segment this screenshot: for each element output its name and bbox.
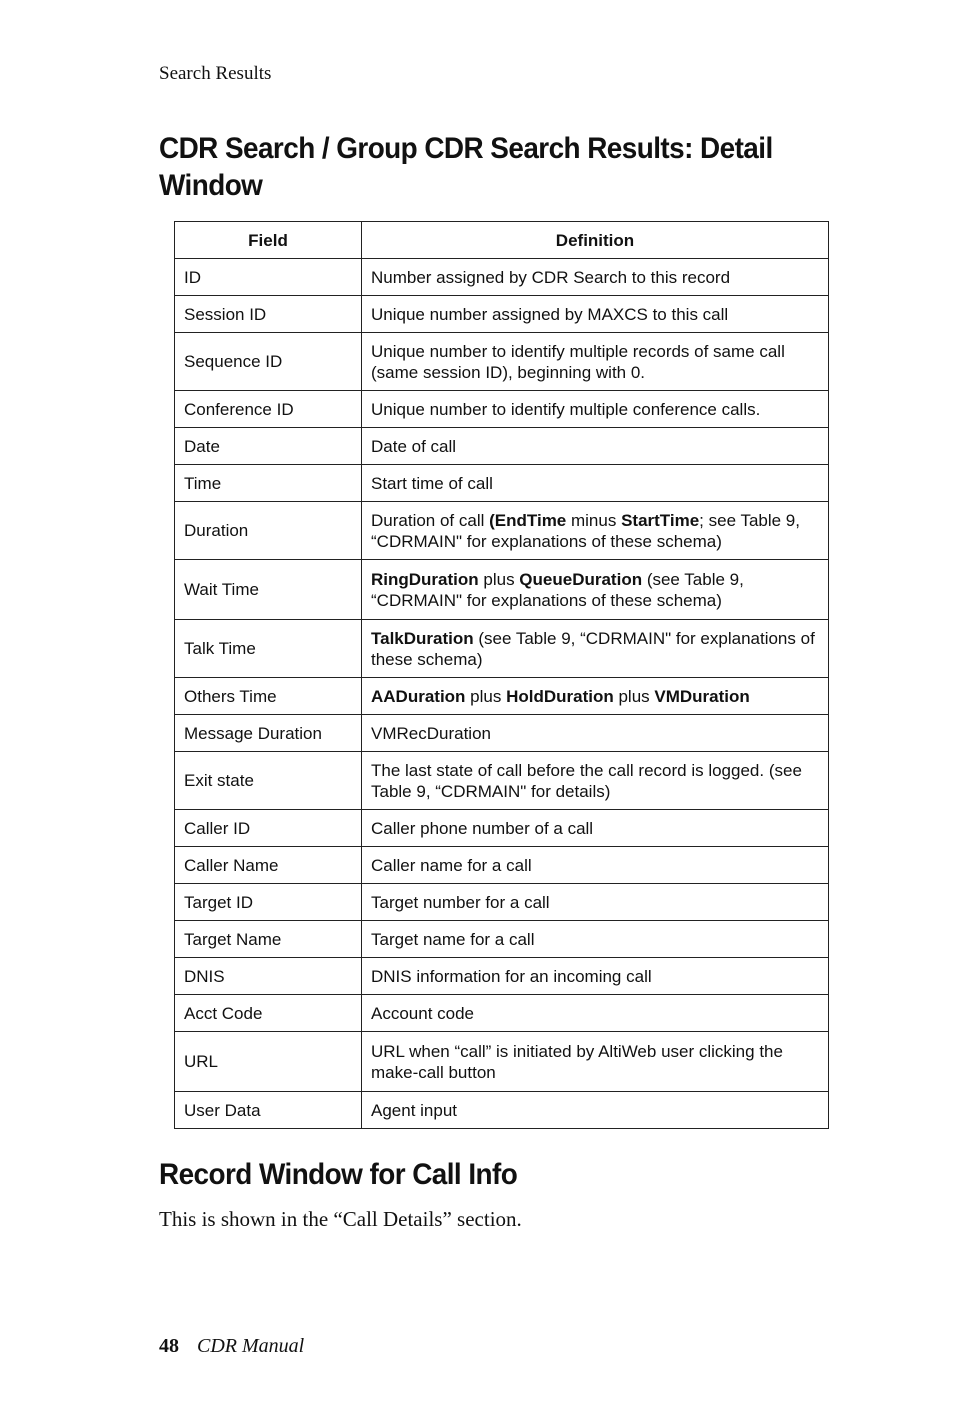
definition-bold-term: VMDuration <box>654 686 750 706</box>
definition-text: Unique number to identify multiple conference calls. <box>371 399 761 419</box>
definition-cell <box>362 620 829 678</box>
definition-cell <box>362 958 829 995</box>
definition-cell <box>362 391 829 428</box>
field-cell: User Data <box>175 1092 362 1129</box>
definition-cell <box>362 884 829 921</box>
definition-text: Date of call <box>371 436 457 456</box>
definition-text: minus <box>566 510 622 530</box>
section-title: CDR Search / Group CDR Search Results: Detail Window <box>159 132 773 202</box>
definition-cell <box>362 259 829 296</box>
definition-column-header: Definition <box>362 222 829 259</box>
page-footer <box>159 1335 304 1358</box>
definition-text: (see Table 9, “CDRMAIN" for explanations of these schema) <box>371 569 744 610</box>
definition-text: Target name for a call <box>371 929 535 949</box>
field-cell: ID <box>175 259 362 296</box>
definition-bold-term: AADuration <box>371 686 466 706</box>
definition-text: Start time of call <box>371 473 493 493</box>
definition-text: ; see Table 9, “CDRMAIN" for explanations of these schema) <box>371 510 800 551</box>
field-cell: Acct Code <box>175 995 362 1032</box>
definition-text: VMRecDuration <box>371 723 491 743</box>
field-cell: Wait Time <box>175 560 362 620</box>
table-header-row <box>175 222 829 259</box>
definition-text: Target number for a call <box>371 892 550 912</box>
table-body <box>175 259 829 1129</box>
definition-bold-term: StartTime <box>621 510 700 530</box>
field-cell: Sequence ID <box>175 333 362 391</box>
table-row <box>175 502 829 560</box>
definition-cell <box>362 1032 829 1092</box>
subsection-title: Record Window for Call Info <box>159 1158 518 1191</box>
definition-text: Caller name for a call <box>371 855 532 875</box>
definition-cell <box>362 502 829 560</box>
table-row <box>175 259 829 296</box>
definition-text: Duration of call <box>371 510 490 530</box>
table-row <box>175 333 829 391</box>
definition-bold-term: HoldDuration <box>506 686 614 706</box>
table-row <box>175 884 829 921</box>
definition-text: Caller phone number of a call <box>371 818 594 838</box>
table-row <box>175 810 829 847</box>
manual-name: CDR Manual <box>197 1335 305 1357</box>
field-cell: Session ID <box>175 296 362 333</box>
field-cell: Conference ID <box>175 391 362 428</box>
field-cell: Caller Name <box>175 847 362 884</box>
field-cell: Others Time <box>175 678 362 715</box>
table-row <box>175 296 829 333</box>
definition-cell <box>362 465 829 502</box>
table-row <box>175 1092 829 1129</box>
page-number: 48 <box>159 1335 179 1357</box>
field-cell: Time <box>175 465 362 502</box>
table-row <box>175 995 829 1032</box>
table-row <box>175 1032 829 1092</box>
definition-bold-term: RingDuration <box>371 569 479 589</box>
field-cell: Duration <box>175 502 362 560</box>
definition-text: plus <box>478 569 520 589</box>
definition-text: DNIS information for an incoming call <box>371 966 652 986</box>
definition-bold-term: (EndTime <box>489 510 567 530</box>
table-row <box>175 847 829 884</box>
field-cell: Talk Time <box>175 620 362 678</box>
field-definition-table <box>174 221 829 1129</box>
definition-text: Number assigned by CDR Search to this record <box>371 267 731 287</box>
table-row <box>175 715 829 752</box>
definition-cell <box>362 810 829 847</box>
field-cell: Target ID <box>175 884 362 921</box>
definition-text: Unique number assigned by MAXCS to this call <box>371 304 729 324</box>
table-row <box>175 465 829 502</box>
definition-text: Agent input <box>371 1100 458 1120</box>
definition-cell <box>362 752 829 810</box>
definition-bold-term: TalkDuration <box>371 628 474 648</box>
definition-cell <box>362 428 829 465</box>
definition-text: URL when “call” is initiated by AltiWeb user clicking the make-call button <box>371 1041 783 1082</box>
field-column-header: Field <box>175 222 362 259</box>
field-cell: Date <box>175 428 362 465</box>
definition-text: (see Table 9, “CDRMAIN" for explanations of these schema) <box>371 628 815 669</box>
definition-text: Account code <box>371 1003 475 1023</box>
table-row <box>175 921 829 958</box>
definition-cell <box>362 921 829 958</box>
table-row <box>175 958 829 995</box>
definition-cell <box>362 847 829 884</box>
definition-bold-term: QueueDuration <box>519 569 643 589</box>
field-cell: Exit state <box>175 752 362 810</box>
table-row <box>175 391 829 428</box>
table-row <box>175 752 829 810</box>
definition-cell <box>362 296 829 333</box>
definition-cell <box>362 1092 829 1129</box>
table-row <box>175 620 829 678</box>
field-cell: DNIS <box>175 958 362 995</box>
definition-text: The last state of call before the call record is logged. (see Table 9, “CDRMAIN" for details) <box>371 760 802 801</box>
field-cell: Caller ID <box>175 810 362 847</box>
definition-cell <box>362 333 829 391</box>
definition-cell <box>362 560 829 620</box>
definition-text: plus <box>613 686 655 706</box>
table-row <box>175 560 829 620</box>
field-cell: URL <box>175 1032 362 1092</box>
running-header: Search Results <box>159 63 272 84</box>
table-row <box>175 428 829 465</box>
table-row <box>175 678 829 715</box>
body-paragraph: This is shown in the “Call Details” section. <box>159 1207 522 1231</box>
field-cell: Target Name <box>175 921 362 958</box>
definition-cell <box>362 995 829 1032</box>
definition-text: plus <box>465 686 507 706</box>
definition-cell <box>362 678 829 715</box>
definition-cell <box>362 715 829 752</box>
field-cell: Message Duration <box>175 715 362 752</box>
definition-text: Unique number to identify multiple records of same call (same session ID), beginning with 0. <box>371 341 785 382</box>
